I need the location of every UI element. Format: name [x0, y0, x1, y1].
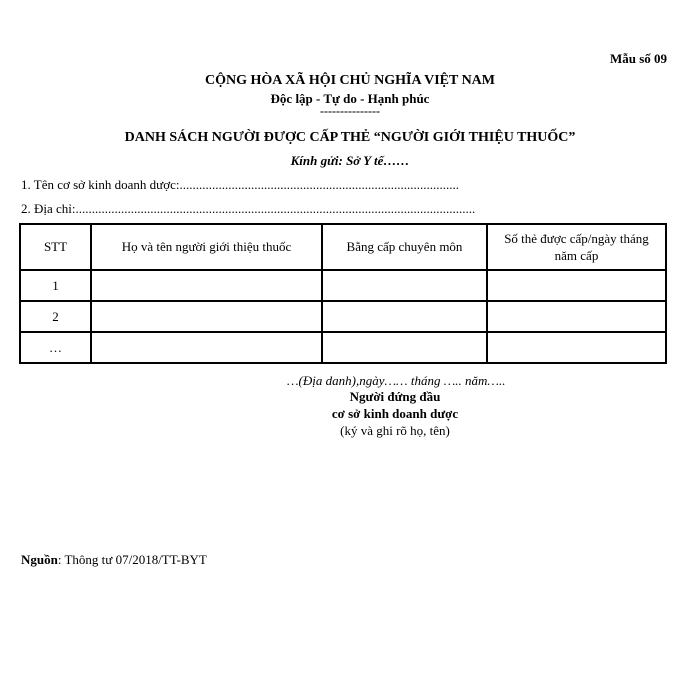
table-row — [20, 332, 666, 363]
cell-stt: 1 — [20, 270, 91, 301]
address-field: 2. Địa chỉ:........................................................................................................................... — [21, 201, 476, 216]
table-row — [20, 270, 666, 301]
recipient-list-table — [19, 223, 667, 364]
cell-name — [91, 301, 322, 332]
cell-card — [487, 270, 666, 301]
source-label: Nguồn — [21, 552, 58, 567]
cell-name — [91, 332, 322, 363]
header-name: Họ và tên người giới thiệu thuốc — [91, 224, 322, 270]
header-stt: STT — [20, 224, 91, 270]
cell-card — [487, 301, 666, 332]
table-row — [20, 301, 666, 332]
document-title: DANH SÁCH NGƯỜI ĐƯỢC CẤP THẺ “NGƯỜI GIỚI THIỆU THUỐC” — [124, 130, 576, 145]
national-motto: Độc lập - Tự do - Hạnh phúc — [270, 91, 430, 106]
source-text: : Thông tư 07/2018/TT-BYT — [57, 552, 207, 567]
header-card: Số thẻ được cấp/ngày tháng năm cấp — [487, 224, 666, 270]
header-degree: Bằng cấp chuyên môn — [322, 224, 487, 270]
cell-degree — [322, 301, 487, 332]
cell-stt: 2 — [20, 301, 91, 332]
signer-title-line1: Người đứng đầu — [349, 389, 441, 404]
cell-card — [487, 332, 666, 363]
signature-note: (ký và ghi rõ họ, tên) — [340, 423, 450, 438]
business-name-field: 1. Tên cơ sở kinh doanh dược:...................................................................................... — [21, 177, 459, 192]
form-code: Mẫu số 09 — [609, 51, 667, 66]
source-line — [21, 552, 207, 568]
cell-stt: … — [20, 332, 91, 363]
table-header-row — [20, 224, 666, 270]
header-separator: --------------- — [320, 104, 380, 118]
cell-degree — [322, 332, 487, 363]
country-header: CỘNG HÒA XÃ HỘI CHỦ NGHĨA VIỆT NAM — [204, 73, 495, 88]
greeting-line: Kính gửi: Sở Y tế…… — [290, 153, 410, 168]
cell-degree — [322, 270, 487, 301]
cell-name — [91, 270, 322, 301]
signature-date-line: …(Địa danh),ngày…… tháng ….. năm….. — [287, 373, 506, 388]
signer-title-line2: cơ sở kinh doanh dược — [331, 406, 459, 421]
